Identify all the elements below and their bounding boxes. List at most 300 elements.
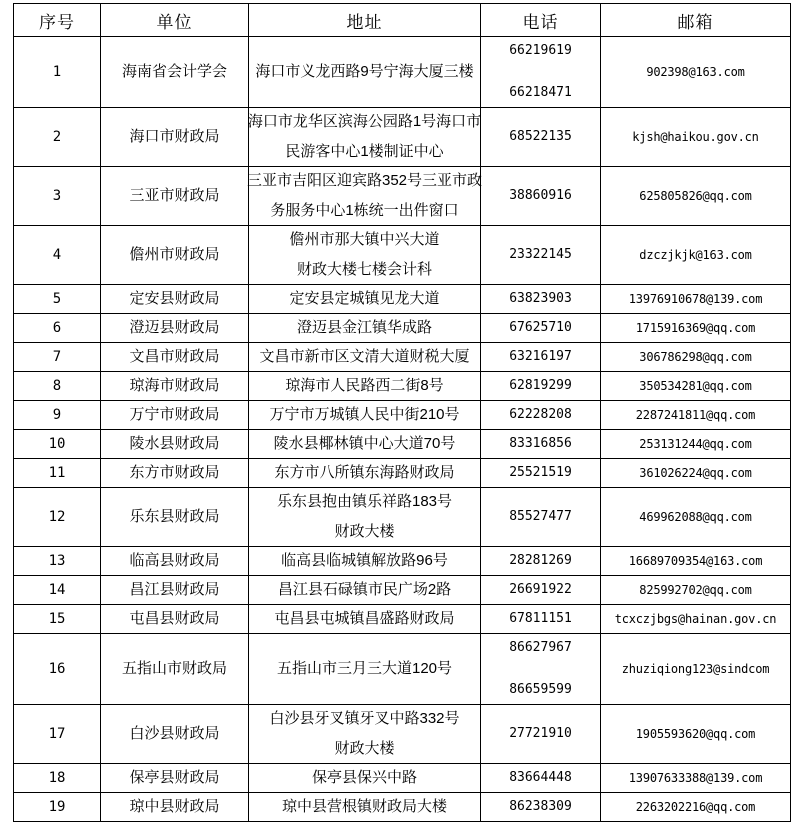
cell-content [101, 430, 248, 458]
cell-content [601, 605, 790, 633]
cell-content [249, 430, 480, 458]
cell-addr [249, 634, 481, 705]
cell-no [14, 167, 101, 226]
table-row [14, 430, 791, 459]
cell-no [14, 372, 101, 401]
cell-addr [249, 37, 481, 108]
table-row [14, 372, 791, 401]
cell-unit [101, 343, 249, 372]
cell-no [14, 314, 101, 343]
column-header-addr: 地址 [249, 4, 481, 37]
cell-line: 儋州市那大镇中兴大道 [289, 231, 440, 248]
cell-addr [249, 547, 481, 576]
cell-addr [249, 430, 481, 459]
cell-content [14, 605, 100, 633]
cell-content [101, 314, 248, 342]
table-row [14, 459, 791, 488]
cell-line: 14 [48, 582, 66, 598]
cell-line: 民游客中心1楼制证中心 [285, 143, 444, 160]
cell-line: 902398@163.com [646, 65, 745, 79]
cell-line: 16 [48, 661, 66, 677]
cell-content [249, 793, 480, 821]
cell-content [101, 707, 248, 762]
cell-no [14, 459, 101, 488]
cell-content [249, 45, 480, 100]
cell-content [249, 285, 480, 313]
cell-content [601, 764, 790, 792]
cell-line: 3 [52, 188, 62, 204]
cell-addr [249, 705, 481, 764]
cell-no [14, 226, 101, 285]
table-row [14, 705, 791, 764]
cell-line: 定安县定城镇见龙大道 [289, 290, 440, 307]
cell-content [249, 372, 480, 400]
cell-content [101, 490, 248, 545]
cell-phone [481, 401, 601, 430]
cell-content [249, 488, 480, 546]
cell-phone [481, 764, 601, 793]
cell-line: 13976910678@139.com [628, 292, 763, 306]
cell-line: 文昌市新市区文清大道财税大厦 [259, 348, 470, 365]
cell-mail [601, 343, 791, 372]
cell-addr [249, 793, 481, 822]
cell-line: 67811151 [509, 611, 572, 626]
cell-line: 83664448 [509, 770, 572, 785]
cell-line: 13 [48, 553, 66, 569]
cell-addr [249, 372, 481, 401]
cell-line: 琼中县营根镇财政局大楼 [281, 798, 447, 815]
column-header-mail: 邮箱 [601, 4, 791, 37]
cell-line: 三亚市吉阳区迎宾路352号三亚市政 [246, 172, 483, 189]
cell-content [14, 343, 100, 371]
cell-content [101, 228, 248, 283]
cell-phone [481, 576, 601, 605]
cell-content [14, 228, 100, 283]
cell-unit [101, 285, 249, 314]
cell-line: 25521519 [509, 465, 572, 480]
cell-unit [101, 108, 249, 167]
cell-line: 昌江县石碌镇市民广场2路 [277, 581, 452, 598]
cell-line: 27721910 [509, 726, 572, 741]
cell-no [14, 547, 101, 576]
cell-line: 63823903 [509, 291, 572, 306]
cell-content [601, 343, 790, 371]
cell-addr [249, 764, 481, 793]
cell-line: 66219619 [509, 43, 572, 58]
column-header-no: 序号 [14, 4, 101, 37]
cell-content [481, 707, 600, 762]
cell-content [601, 401, 790, 429]
cell-line: 东方市八所镇东海路财政局 [274, 464, 455, 481]
cell-line: 306786298@qq.com [639, 350, 752, 364]
cell-line: 琼海市财政局 [129, 377, 220, 394]
cell-content [101, 169, 248, 224]
cell-line: 澄迈县财政局 [129, 319, 220, 336]
cell-no [14, 343, 101, 372]
cell-phone [481, 705, 601, 764]
cell-content [101, 793, 248, 821]
cell-no [14, 764, 101, 793]
cell-mail [601, 285, 791, 314]
cell-content [249, 108, 480, 166]
cell-unit [101, 314, 249, 343]
cell-line: 万宁市财政局 [129, 406, 220, 423]
cell-no [14, 401, 101, 430]
cell-content [101, 372, 248, 400]
cell-line: 澄迈县金江镇华成路 [296, 319, 432, 336]
cell-phone [481, 634, 601, 705]
cell-content [249, 459, 480, 487]
cell-content [14, 490, 100, 545]
cell-no [14, 108, 101, 167]
cell-content [249, 642, 480, 697]
cell-content [481, 605, 600, 633]
cell-mail [601, 430, 791, 459]
column-header-phone: 电话 [481, 4, 601, 37]
cell-no [14, 576, 101, 605]
cell-content [481, 634, 600, 704]
cell-phone [481, 430, 601, 459]
table-row [14, 314, 791, 343]
cell-line: 825992702@qq.com [639, 583, 752, 597]
cell-content [101, 343, 248, 371]
cell-phone [481, 488, 601, 547]
cell-content [101, 547, 248, 575]
cell-line: 海南省会计学会 [121, 63, 227, 80]
cell-unit [101, 401, 249, 430]
cell-line: 8 [52, 378, 62, 394]
cell-content [601, 228, 790, 283]
table-header-row [14, 4, 791, 37]
cell-no [14, 488, 101, 547]
cell-line: 三亚市财政局 [129, 187, 220, 204]
cell-content [481, 285, 600, 313]
cell-line: 陵水县椰林镇中心大道70号 [273, 435, 456, 452]
cell-content [481, 459, 600, 487]
cell-line: dzczjkjk@163.com [639, 248, 752, 262]
cell-addr [249, 343, 481, 372]
cell-mail [601, 226, 791, 285]
cell-content [14, 764, 100, 792]
table-row [14, 226, 791, 285]
cell-line: 五指山市财政局 [121, 660, 227, 677]
cell-line: 屯昌县财政局 [129, 610, 220, 627]
cell-line: 白沙县牙叉镇牙叉中路332号 [269, 710, 460, 727]
column-header-unit: 单位 [101, 4, 249, 37]
cell-line: 23322145 [509, 247, 572, 262]
cell-content [481, 372, 600, 400]
cell-content [249, 343, 480, 371]
cell-line: 16689709354@163.com [628, 554, 763, 568]
cell-content [14, 285, 100, 313]
table-row [14, 401, 791, 430]
cell-content [601, 430, 790, 458]
cell-line: 86659599 [509, 682, 572, 697]
cell-content [601, 285, 790, 313]
contact-directory-table [13, 3, 791, 822]
cell-line: zhuziqiong123@sindcom [621, 662, 770, 676]
cell-content [481, 314, 600, 342]
cell-phone [481, 547, 601, 576]
cell-addr [249, 285, 481, 314]
cell-line: 5 [52, 291, 62, 307]
cell-line: 临高县财政局 [129, 552, 220, 569]
cell-phone [481, 605, 601, 634]
cell-content [481, 110, 600, 165]
cell-content [481, 490, 600, 545]
cell-content [601, 45, 790, 100]
table-row [14, 764, 791, 793]
cell-no [14, 705, 101, 764]
cell-addr [249, 226, 481, 285]
cell-content [101, 401, 248, 429]
cell-content [101, 110, 248, 165]
cell-line: 38860916 [509, 188, 572, 203]
cell-no [14, 793, 101, 822]
cell-unit [101, 167, 249, 226]
cell-unit [101, 37, 249, 108]
cell-mail [601, 547, 791, 576]
cell-line: 17 [48, 726, 66, 742]
table-body [14, 37, 791, 822]
cell-line: 陵水县财政局 [129, 435, 220, 452]
cell-line: 12 [48, 509, 66, 525]
cell-line: 62228208 [509, 407, 572, 422]
cell-line: 海口市财政局 [129, 128, 220, 145]
cell-line: 1715916369@qq.com [635, 321, 756, 335]
cell-content [14, 793, 100, 821]
cell-content [481, 764, 600, 792]
cell-content [14, 459, 100, 487]
cell-content [601, 169, 790, 224]
cell-phone [481, 793, 601, 822]
cell-phone [481, 226, 601, 285]
table-row [14, 547, 791, 576]
cell-content [601, 110, 790, 165]
cell-line: 83316856 [509, 436, 572, 451]
cell-line: 儋州市财政局 [129, 246, 220, 263]
cell-line: 务服务中心1栋统一出件窗口 [270, 202, 459, 219]
cell-content [14, 576, 100, 604]
cell-line: 海口市龙华区滨海公园路1号海口市 [247, 113, 482, 130]
cell-content [481, 169, 600, 224]
table-row [14, 285, 791, 314]
cell-line: 67625710 [509, 320, 572, 335]
cell-content [601, 459, 790, 487]
table-row [14, 108, 791, 167]
cell-content [14, 707, 100, 762]
table-row [14, 605, 791, 634]
cell-unit [101, 226, 249, 285]
cell-content [481, 576, 600, 604]
cell-content [249, 314, 480, 342]
cell-addr [249, 314, 481, 343]
cell-unit [101, 488, 249, 547]
cell-addr [249, 401, 481, 430]
cell-line: 琼海市人民路西二街8号 [285, 377, 444, 394]
cell-content [14, 314, 100, 342]
cell-content [481, 401, 600, 429]
cell-addr [249, 108, 481, 167]
table-row [14, 37, 791, 108]
cell-mail [601, 634, 791, 705]
cell-line: 13907633388@139.com [628, 771, 763, 785]
cell-line: 乐东县财政局 [129, 508, 220, 525]
cell-mail [601, 459, 791, 488]
cell-phone [481, 343, 601, 372]
cell-line: 财政大楼 [334, 740, 395, 757]
cell-content [481, 228, 600, 283]
cell-line: 财政大楼 [334, 523, 395, 540]
cell-content [14, 45, 100, 100]
cell-unit [101, 605, 249, 634]
cell-content [249, 576, 480, 604]
cell-no [14, 605, 101, 634]
cell-line: 2263202216@qq.com [635, 800, 756, 814]
cell-line: 62819299 [509, 378, 572, 393]
cell-line: 4 [52, 247, 62, 263]
cell-no [14, 37, 101, 108]
cell-phone [481, 37, 601, 108]
cell-content [14, 110, 100, 165]
cell-content [601, 642, 790, 697]
cell-content [601, 576, 790, 604]
cell-line: 68522135 [509, 129, 572, 144]
cell-content [249, 547, 480, 575]
table-row [14, 488, 791, 547]
cell-mail [601, 576, 791, 605]
cell-content [14, 169, 100, 224]
cell-line: 63216197 [509, 349, 572, 364]
cell-unit [101, 576, 249, 605]
cell-no [14, 430, 101, 459]
cell-content [601, 793, 790, 821]
cell-content [249, 764, 480, 792]
cell-unit [101, 372, 249, 401]
cell-no [14, 285, 101, 314]
cell-content [481, 37, 600, 107]
cell-mail [601, 605, 791, 634]
cell-mail [601, 167, 791, 226]
cell-content [601, 547, 790, 575]
cell-unit [101, 634, 249, 705]
cell-unit [101, 705, 249, 764]
cell-line: 19 [48, 799, 66, 815]
table-row [14, 793, 791, 822]
cell-line: 保亭县财政局 [129, 769, 220, 786]
cell-content [101, 285, 248, 313]
cell-mail [601, 401, 791, 430]
cell-line: 屯昌县屯城镇昌盛路财政局 [274, 610, 455, 627]
cell-content [481, 343, 600, 371]
cell-line: 2 [52, 129, 62, 145]
cell-line: 469962088@qq.com [639, 510, 752, 524]
cell-line: 26691922 [509, 582, 572, 597]
cell-phone [481, 285, 601, 314]
cell-content [101, 764, 248, 792]
cell-content [101, 576, 248, 604]
cell-line: 625805826@qq.com [639, 189, 752, 203]
cell-content [249, 705, 480, 763]
cell-line: 15 [48, 611, 66, 627]
cell-phone [481, 108, 601, 167]
cell-line: 东方市财政局 [129, 464, 220, 481]
cell-line: 9 [52, 407, 62, 423]
cell-mail [601, 108, 791, 167]
cell-unit [101, 459, 249, 488]
cell-line: 85527477 [509, 509, 572, 524]
cell-line: 海口市义龙西路9号宁海大厦三楼 [255, 63, 474, 80]
cell-content [601, 707, 790, 762]
cell-content [481, 547, 600, 575]
cell-addr [249, 605, 481, 634]
cell-line: 白沙县财政局 [129, 725, 220, 742]
cell-line: 6 [52, 320, 62, 336]
cell-line: 350534281@qq.com [639, 379, 752, 393]
cell-mail [601, 793, 791, 822]
cell-content [601, 314, 790, 342]
cell-line: 乐东县抱由镇乐祥路183号 [276, 493, 453, 510]
cell-no [14, 634, 101, 705]
table-row [14, 634, 791, 705]
cell-line: kjsh@haikou.gov.cn [632, 130, 759, 144]
cell-content [249, 605, 480, 633]
table-header [14, 4, 791, 37]
cell-content [601, 490, 790, 545]
cell-unit [101, 547, 249, 576]
cell-line: 琼中县财政局 [129, 798, 220, 815]
cell-content [249, 226, 480, 284]
cell-line: 文昌市财政局 [129, 348, 220, 365]
cell-line: 361026224@qq.com [639, 466, 752, 480]
cell-mail [601, 705, 791, 764]
cell-unit [101, 430, 249, 459]
cell-content [601, 372, 790, 400]
cell-line: 2287241811@qq.com [635, 408, 756, 422]
cell-line: 253131244@qq.com [639, 437, 752, 451]
cell-content [101, 459, 248, 487]
cell-mail [601, 37, 791, 108]
cell-line: 86238309 [509, 799, 572, 814]
cell-line: 11 [48, 465, 66, 481]
cell-line: 86627967 [509, 640, 572, 655]
cell-mail [601, 764, 791, 793]
cell-addr [249, 576, 481, 605]
cell-mail [601, 314, 791, 343]
table-row [14, 343, 791, 372]
cell-phone [481, 459, 601, 488]
cell-content [246, 167, 483, 225]
cell-phone [481, 167, 601, 226]
cell-line: 7 [52, 349, 62, 365]
cell-line: 66218471 [509, 85, 572, 100]
cell-line: 1 [52, 64, 62, 80]
cell-content [14, 401, 100, 429]
cell-content [249, 401, 480, 429]
cell-content [14, 430, 100, 458]
cell-unit [101, 793, 249, 822]
cell-content [14, 372, 100, 400]
cell-addr [249, 488, 481, 547]
cell-line: 五指山市三月三大道120号 [276, 660, 453, 677]
cell-content [101, 605, 248, 633]
cell-line: 28281269 [509, 553, 572, 568]
cell-content [101, 45, 248, 100]
cell-line: 万宁市万城镇人民中街210号 [269, 406, 460, 423]
cell-phone [481, 372, 601, 401]
cell-line: 保亭县保兴中路 [311, 769, 417, 786]
cell-line: 昌江县财政局 [129, 581, 220, 598]
